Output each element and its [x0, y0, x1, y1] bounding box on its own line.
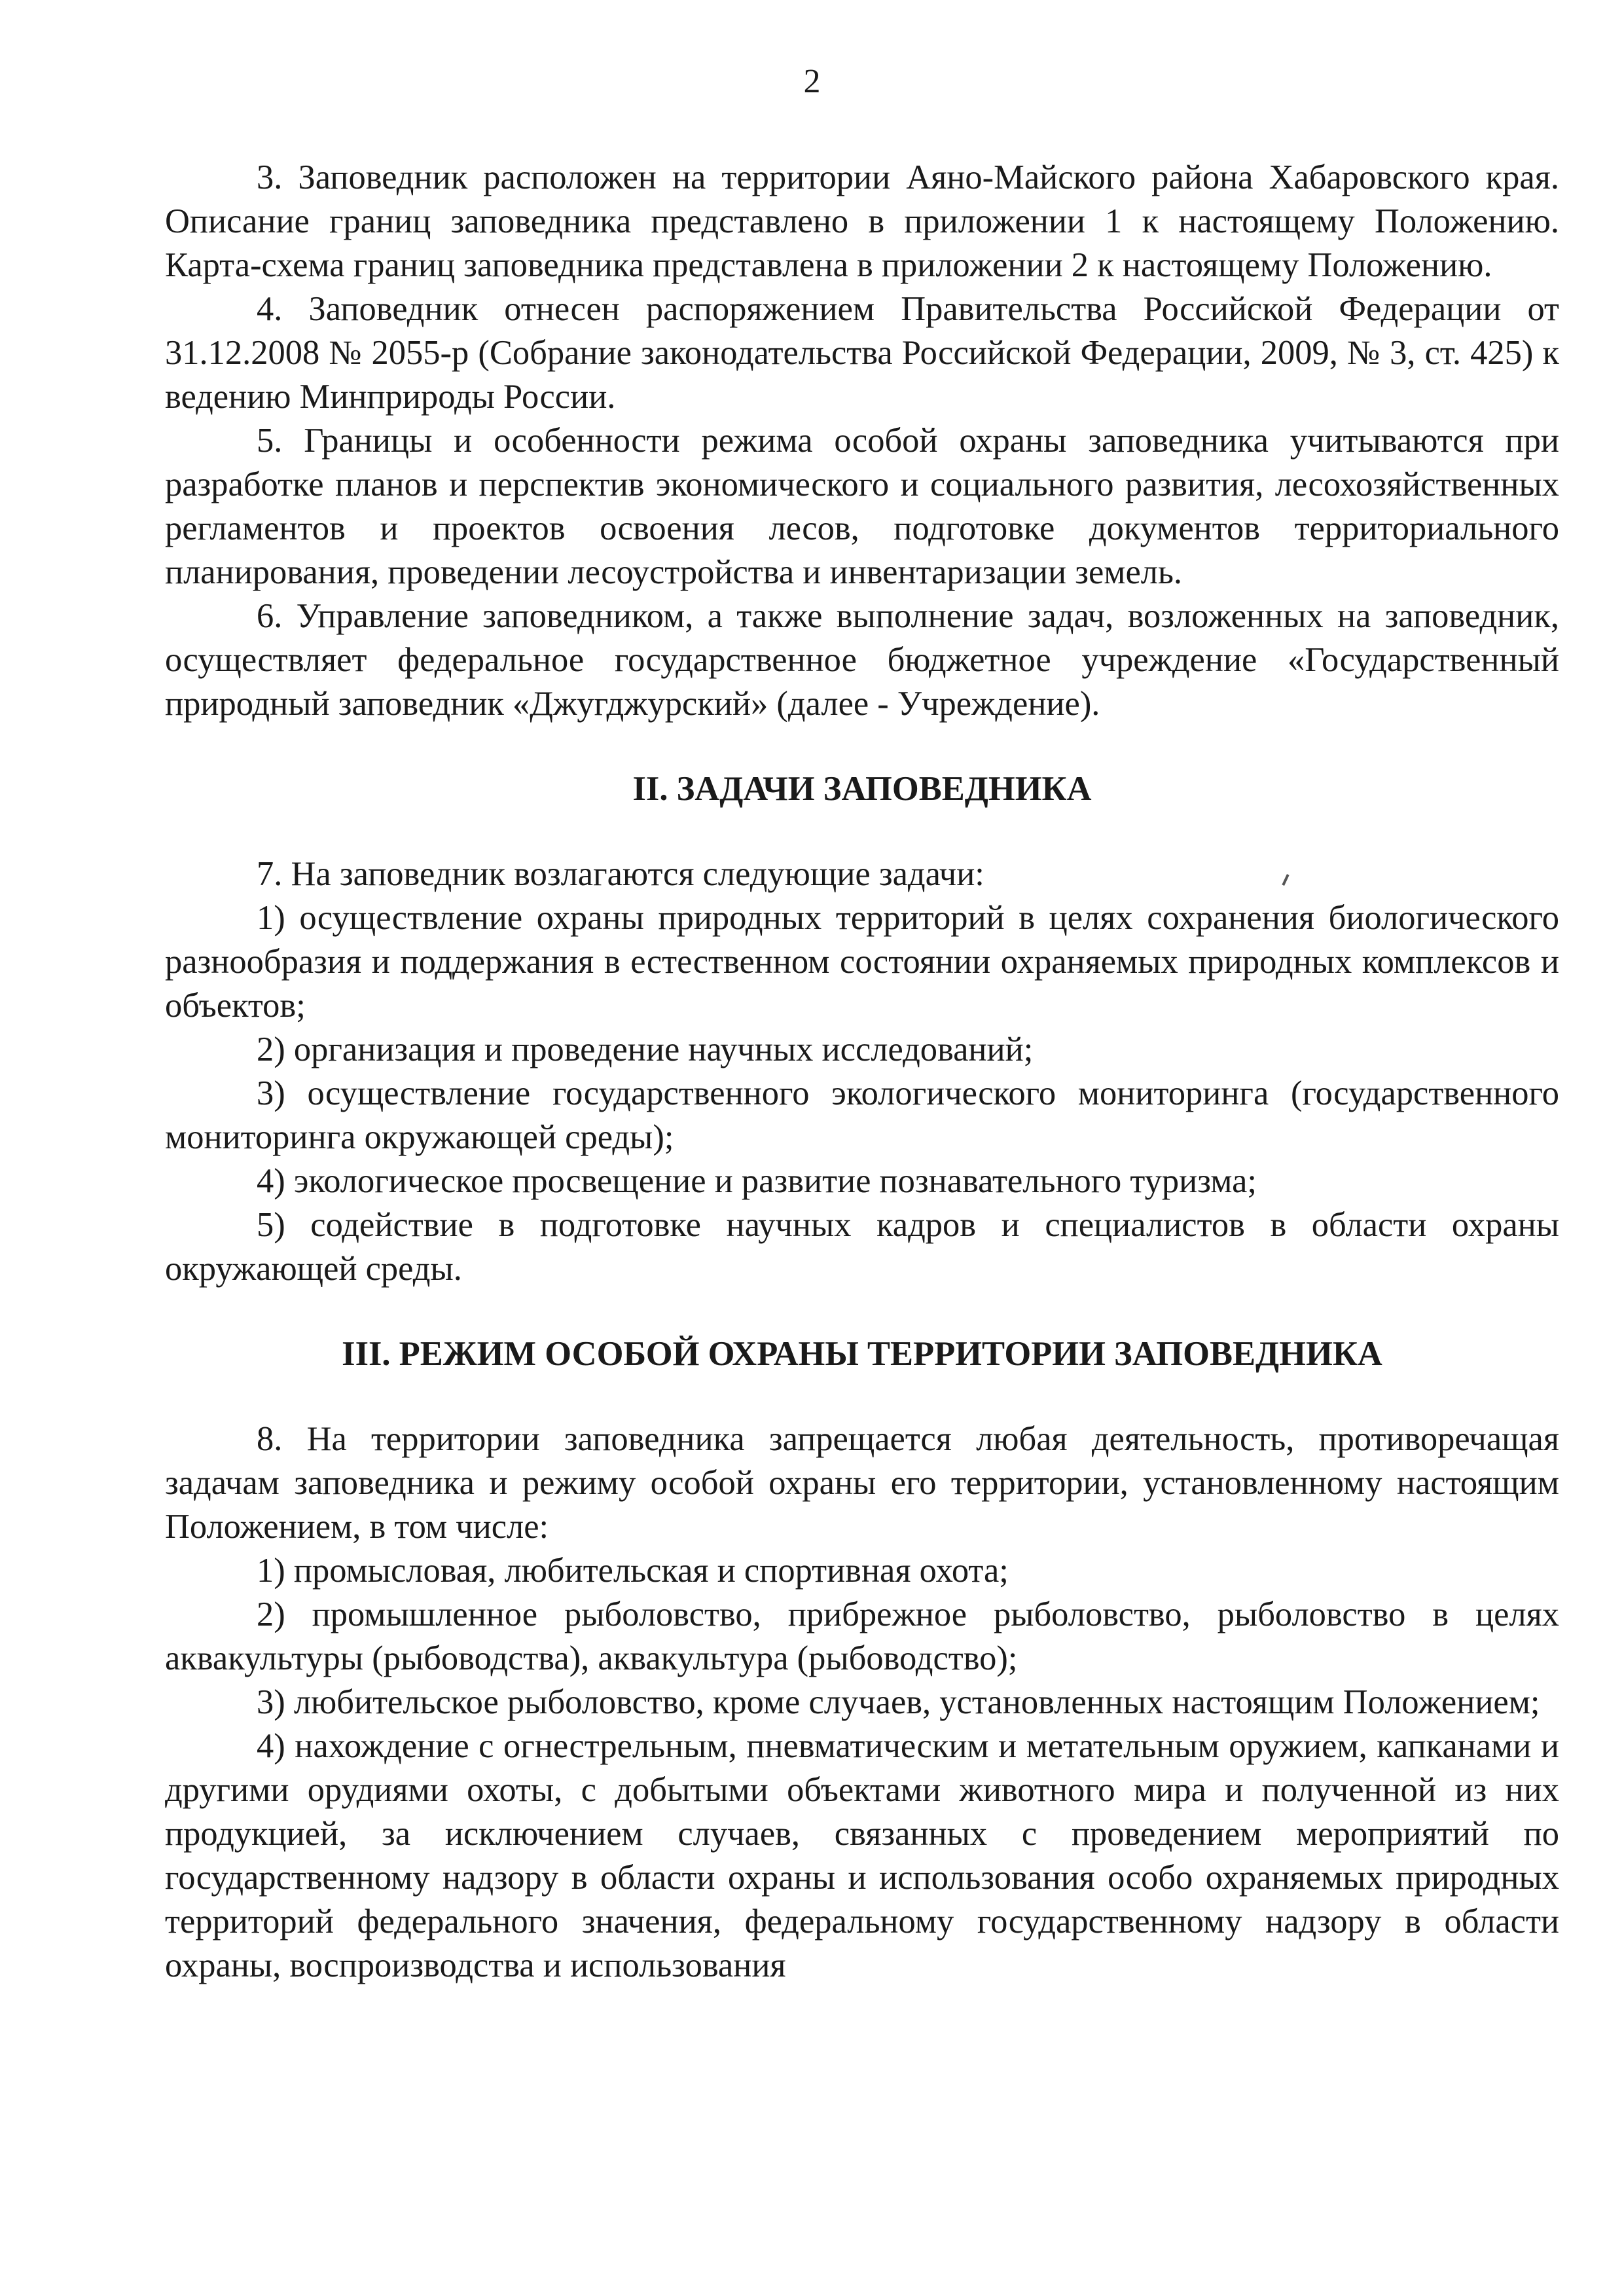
- prohibition-item-2: 2) промышленное рыболовство, прибрежное рыболовство, рыболовство в целях аквакультуры (рыбоводства), аквакультура (рыбоводство);: [165, 1595, 1559, 1677]
- paragraph-6: 6. Управление заповедником, а также выполнение задач, возложенных на заповедник, осуществляет федеральное государственное бюджетное учреждение «Государственный природный заповедник «Джугджурский» (далее - Учреждение).: [165, 597, 1559, 723]
- page-number: 2: [803, 63, 821, 100]
- task-item-2: 2) организация и проведение научных исследований;: [257, 1030, 1034, 1068]
- prohibition-item-3: 3) любительское рыболовство, кроме случаев, установленных настоящим Положением;: [257, 1683, 1540, 1721]
- task-item-4: 4) экологическое просвещение и развитие познавательного туризма;: [257, 1162, 1257, 1200]
- section-heading-regime: III. РЕЖИМ ОСОБОЙ ОХРАНЫ ТЕРРИТОРИИ ЗАПОВЕДНИКА: [342, 1335, 1382, 1373]
- paragraph-8: 8. На территории заповедника запрещается любая деятельность, противоречащая задачам заповедника и режиму особой охраны его территории, установленному настоящим Положением, в том числе:: [165, 1420, 1559, 1546]
- paragraph-3: 3. Заповедник расположен на территории Аяно-Майского района Хабаровского края. Описание границ заповедника представлено в приложении 1 к настоящему Положению. Карта-схема границ заповедника представлена в приложении 2 к настоящему Положению.: [165, 158, 1559, 284]
- prohibition-item-1: 1) промысловая, любительская и спортивная охота;: [257, 1552, 1009, 1590]
- prohibition-item-4: 4) нахождение с огнестрельным, пневматическим и метательным оружием, капканами и другими орудиями охоты, с добытыми объектами животного мира и полученной из них продукцией, за исключением случаев, связанных с проведением мероприятий по государственному надзору в области охраны и использования особо охраняемых природных территорий федерального значения, федеральному государственному надзору в области охраны, воспроизводства и использования: [165, 1727, 1559, 1984]
- paragraph-7: 7. На заповедник возлагаются следующие задачи:: [257, 855, 984, 893]
- task-item-5: 5) содействие в подготовке научных кадров и специалистов в области охраны окружающей среды.: [165, 1206, 1559, 1288]
- paragraph-5: 5. Границы и особенности режима особой охраны заповедника учитываются при разработке планов и перспектив экономического и социального развития, лесохозяйственных регламентов и проектов освоения лесов, подготовке документов территориального планирования, проведении лесоустройства и инвентаризации земель.: [165, 422, 1559, 591]
- task-item-3: 3) осуществление государственного экологического мониторинга (государственного мониторинга окружающей среды);: [165, 1074, 1559, 1156]
- task-item-1: 1) осуществление охраны природных территорий в целях сохранения биологического разнообразия и поддержания в естественном состоянии охраняемых природных комплексов и объектов;: [165, 899, 1559, 1025]
- paragraph-4: 4. Заповедник отнесен распоряжением Правительства Российской Федерации от 31.12.2008 № 2055-р (Собрание законодательства Российской Федерации, 2009, № 3, ст. 425) к ведению Минприроды России.: [165, 290, 1559, 416]
- section-heading-tasks: II. ЗАДАЧИ ЗАПОВЕДНИКА: [632, 770, 1092, 808]
- document-body: [165, 156, 1559, 1988]
